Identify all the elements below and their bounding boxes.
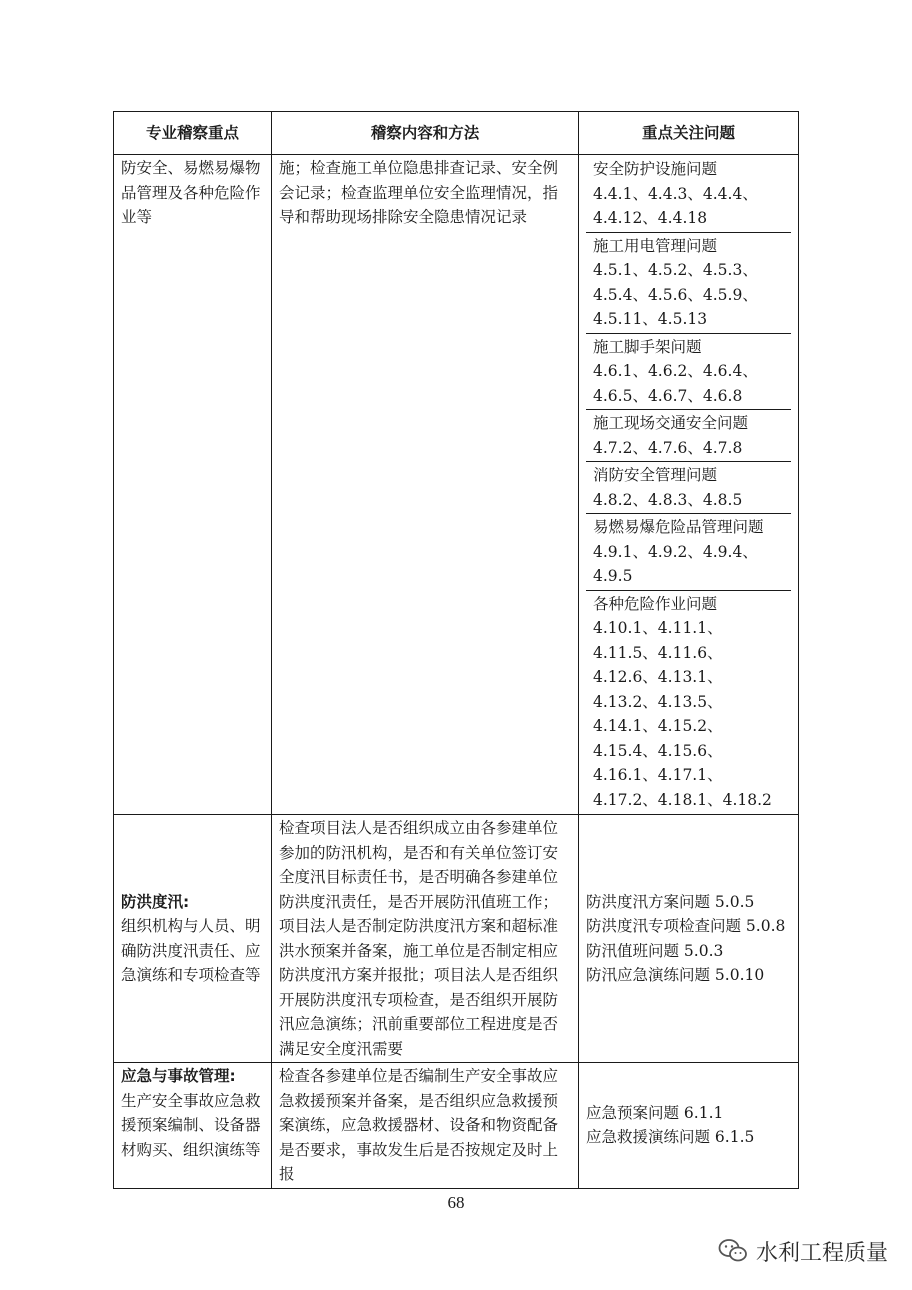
issue-codes: 4.10.1、4.11.1、4.11.5、4.11.6、4.12.6、4.13.1、4.13.2、4.13.5、4.14.1、4.15.2、4.15.4、4.15.6、4.16.1、4.17.1、4.17.2、4.18.1、4.18.2 xyxy=(593,619,772,809)
row2-method: 检查项目法人是否组织成立由各参建单位参加的防汛机构，是否和有关单位签订安全度汛目标责任书，是否明确各参建单位防洪度汛责任，是否开展防汛值班工作；项目法人是否制定防洪度汛方案和超标准洪水预案并备案，施工单位是否制定相应防洪度汛方案并报批；项目法人是否组织开展防洪度汛专项检查，是否组织开展防汛应急演练；汛前重要部位工程进度是否满足安全度汛需要 xyxy=(272,815,579,1063)
issue-line: 防汛值班问题 5.0.3 xyxy=(586,941,724,960)
issue-codes: 4.7.2、4.7.6、4.7.8 xyxy=(593,438,743,457)
issue-block xyxy=(586,513,791,590)
issue-line: 应急救援演练问题 6.1.5 xyxy=(586,1128,755,1147)
issue-title: 施工现场交通安全问题 xyxy=(593,414,749,432)
issue-block xyxy=(586,156,791,232)
header-issues: 重点关注问题 xyxy=(579,112,799,155)
issue-codes: 4.6.1、4.6.2、4.6.4、4.6.5、4.6.7、4.6.8 xyxy=(593,362,758,405)
row2-focus-title: 防洪度汛: xyxy=(121,892,190,911)
issue-codes: 4.9.1、4.9.2、4.9.4、4.9.5 xyxy=(593,542,758,585)
row3-method: 检查各参建单位是否编制生产安全事故应急救援预案并备案，是否组织应急救援预案演练，应急救援器材、设备和物资配备是否要求，事故发生后是否按规定及时上报 xyxy=(272,1063,579,1189)
table-row xyxy=(114,815,799,1063)
row2-issues xyxy=(579,815,799,1063)
watermark-text: 水利工程质量 xyxy=(756,1240,889,1266)
header-method: 稽察内容和方法 xyxy=(272,112,579,155)
issue-line: 防洪度汛专项检查问题 5.0.8 xyxy=(586,917,786,935)
issue-block xyxy=(586,409,791,461)
watermark xyxy=(718,1231,888,1271)
header-focus: 专业稽察重点 xyxy=(114,112,272,155)
issue-codes: 4.8.2、4.8.3、4.8.5 xyxy=(593,490,743,509)
row3-focus: 生产安全事故应急救援预案编制、设备器材购买、组织演练等 xyxy=(121,1091,261,1159)
table-row xyxy=(114,155,799,815)
table-row xyxy=(114,1063,799,1189)
row1-method: 施；检查施工单位隐患排查记录、安全例会记录；检查监理单位安全监理情况，指导和帮助现场排除安全隐患情况记录 xyxy=(272,155,579,815)
issue-block xyxy=(586,461,791,513)
row3-focus-cell xyxy=(114,1063,272,1189)
row3-issues xyxy=(579,1063,799,1189)
issue-codes: 4.4.1、4.4.3、4.4.4、4.4.12、4.4.18 xyxy=(593,184,758,227)
row1-issues xyxy=(579,155,799,815)
issue-block xyxy=(586,590,791,814)
wechat-icon xyxy=(718,1238,748,1264)
table-header-row xyxy=(114,112,799,155)
row3-focus-title: 应急与事故管理: xyxy=(121,1067,236,1085)
row2-focus: 组织机构与人员、明确防洪度汛责任、应急演练和专项检查等 xyxy=(121,917,261,984)
inspection-table xyxy=(113,111,799,1189)
issue-block xyxy=(586,232,791,333)
issue-title: 安全防护设施问题 xyxy=(593,160,718,178)
row2-focus-cell xyxy=(114,815,272,1063)
issue-title: 消防安全管理问题 xyxy=(593,466,718,484)
issue-title: 易燃易爆危险品管理问题 xyxy=(593,518,764,536)
issue-line: 防汛应急演练问题 5.0.10 xyxy=(586,966,765,984)
issue-title: 施工用电管理问题 xyxy=(593,236,718,255)
issue-title: 施工脚手架问题 xyxy=(593,337,702,356)
issue-block xyxy=(586,333,791,410)
page-number: 68 xyxy=(447,1193,465,1212)
issue-line: 防洪度汛方案问题 5.0.5 xyxy=(586,892,755,911)
row1-focus: 防安全、易燃易爆物品管理及各种危险作业等 xyxy=(114,155,272,815)
issue-line: 应急预案问题 6.1.1 xyxy=(586,1103,724,1122)
issue-codes: 4.5.1、4.5.2、4.5.3、4.5.4、4.5.6、4.5.9、4.5.11、4.5.13 xyxy=(593,261,758,328)
issue-title: 各种危险作业问题 xyxy=(593,594,718,613)
